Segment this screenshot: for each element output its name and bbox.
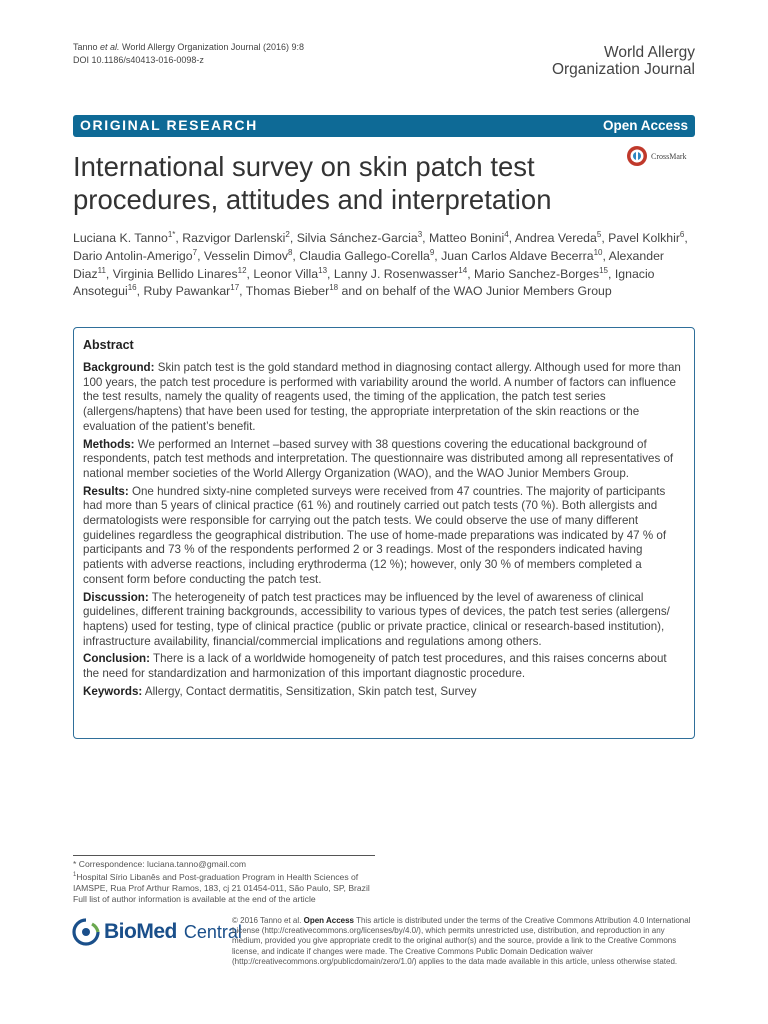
author-separator: , [508,231,515,245]
biomed-central-icon [72,918,100,946]
crossmark-label: CrossMark [651,151,687,161]
abstract-box [73,327,695,739]
copyright: © 2016 Tanno et al. [232,916,302,925]
author-item[interactable] [204,249,299,263]
footnote-divider [73,855,375,856]
author-affiliation-sup: 10 [593,247,603,257]
author-affiliation-sup: 16 [127,283,137,293]
citation-block [73,41,304,67]
citation-journal: World Allergy Organization Journal [119,42,261,52]
authors-tail: and on behalf of the WAO Junior Members Group [341,284,612,299]
author-separator: , [467,266,475,281]
author-item[interactable] [113,267,254,281]
full-author-info: Full list of author information is available at the end of the article [73,894,316,905]
author-item[interactable] [515,231,608,245]
section-label: Methods: [83,437,135,451]
author-item[interactable] [73,231,182,245]
section-label: Background: [83,361,155,374]
author-item[interactable] [334,267,474,281]
author-name: Vesselin Dimov [203,248,288,263]
article-type: ORIGINAL RESEARCH [80,117,258,133]
abstract-discussion [83,591,685,650]
author-name: Ignacio Ansotegui [73,266,655,299]
correspondence: * Correspondence: luciana.tanno@gmail.com [73,859,247,869]
author-affiliation-sup: 6 [679,229,685,239]
abstract-results [83,485,685,588]
author-name: Alexander Diaz [73,248,664,281]
author-name: Ruby Pawankar [143,284,231,299]
author-separator: , [601,231,609,245]
abstract-keywords [83,685,685,700]
crossmark-icon [626,145,648,167]
author-name: Silvia Sánchez-Garcia [296,231,418,245]
author-item[interactable] [297,231,429,245]
author-affiliation-sup: 7 [192,247,198,257]
affiliation-text: Hospital Sírio Libanês and Post-graduation Program in Health Sciences of IAMSPE, Rua Prof Arthur Ramos, 183, cj 21 01454-011, São Paulo, SP, Brazil [73,872,370,894]
author-name: Juan Carlos Aldave Becerra [441,248,594,263]
logo-central: Central [183,921,242,942]
doi[interactable]: DOI 10.1186/s40413-016-0098-z [73,55,204,65]
author-separator: , [105,266,113,281]
logo-biomed: BioMed [104,920,177,943]
journal-name-line2: Organization Journal [551,61,695,78]
author-affiliation-sup: 1* [167,229,176,239]
affiliation-sup: 1 [73,872,77,879]
author-name: Virginia Bellido Linares [112,266,238,281]
author-item[interactable] [608,231,688,245]
author-separator: , [422,231,429,245]
author-item[interactable] [474,267,615,281]
author-name: Luciana K. Tanno [73,231,168,245]
author-name: Claudia Gallego-Corella [299,248,430,263]
section-text: We performed an Internet –based survey with 38 questions covering the educational background of respondents, patch test methods and interpretation. The questionnaire was distributed among all representatives of national member societies of the World Allergy Organization (WAO), and the WAO Junior Members Group. [83,437,674,480]
author-affiliation-sup: 4 [504,229,509,239]
author-item[interactable] [73,249,204,263]
author-affiliation-sup: 15 [599,265,609,275]
author-separator: , [197,248,204,263]
author-item[interactable] [143,284,245,298]
section-label: Keywords: [83,684,143,698]
crossmark-badge[interactable] [626,145,687,167]
author-item[interactable] [246,284,342,298]
author-separator: , [292,248,300,263]
open-access-bold: Open Access [303,916,354,925]
citation-authors: Tanno [73,42,101,52]
footnote [73,859,383,906]
author-name: Andrea Vereda [514,231,597,245]
license-body: This article is distributed under the terms of the Creative Commons Attribution 4.0 International License (http://creativecommons.org/licenses/by/4.0/), which permits unrestricted use, distribution, and reproduction in any medium, provided you give appropriate credit to the original author(s) and the source, provide a link to the Creative Commons license, and indicate if changes were made. The Creative Commons Public Domain Dedication waiver (http://creativecommons.org/publicdomain/zero/1.0/) applies to the data made available in this article, unless otherwise stated. [232,916,691,966]
author-name: Thomas Bieber [245,284,330,299]
author-name: Matteo Bonini [429,231,505,245]
author-name: Pavel Kolkhir [608,231,680,245]
author-affiliation-sup: 9 [429,247,435,257]
author-separator: , [136,284,144,299]
author-list [73,230,698,301]
author-separator: , [289,231,297,245]
section-text: One hundred sixty-nine completed surveys were received from 47 countries. The majority of participants had more than 5 years of clinical practice (61 %) and routinely carried out patch tests (70 %). Both allergists and dermatologists were responsible for carrying out the patch tests. We could observe the use of many different guidelines regardless the geographical distribution. The use of home-made preparations was indicated by 47 % of participants and 73 % of the respondents performed 2 or 3 readings. Most of the responders indicated having patients with adverse reactions, including erythroderma (12 %); however, only 30 % of members completed a consent form before conducting the patch test. [83,484,667,586]
author-separator: , [434,248,442,263]
abstract-conclusion [83,652,685,681]
author-affiliation-sup: 14 [458,265,468,275]
open-access-label: Open Access [602,118,688,133]
author-item[interactable] [182,231,297,245]
author-affiliation-sup: 8 [287,247,293,257]
journal-name-line1: World Allergy [603,44,695,61]
author-affiliation-sup: 3 [417,229,423,239]
author-separator: , [602,248,609,263]
author-separator: , [684,231,688,245]
article-title: International survey on skin patch test procedures, attitudes and interpretation [73,151,552,215]
author-affiliation-sup: 13 [318,265,328,275]
section-text: The heterogeneity of patch test practices may be influenced by the level of awareness of clinical guidelines, different training backgrounds, accessibility to various types of devices, the patch test series (allergens/ haptens) used for testing, type of clinical practice (public or private practice, clinical or research-based institution), infrastructure availability, financial/commercial implications and regulations among others. [83,590,670,648]
abstract-background [83,361,685,435]
author-item[interactable] [441,249,609,263]
author-item[interactable] [253,267,333,281]
citation-etal: et al. [100,42,120,52]
author-affiliation-sup: 17 [230,283,240,293]
author-item[interactable] [429,231,515,245]
license-text [232,916,697,967]
section-text: There is a lack of a worldwide homogeneity of patch test procedures, and this raises concerns about the need for standardization and harmonization of this important diagnostic procedure. [83,652,667,681]
author-separator: , [239,284,246,299]
author-item[interactable] [299,249,441,263]
author-name: Dario Antolin-Amerigo [73,248,193,263]
author-affiliation-sup: 2 [285,229,290,239]
author-name: Razvigor Darlenski [182,231,286,245]
abstract-methods [83,438,685,482]
author-name: Mario Sanchez-Borges [474,266,600,281]
affiliation [73,870,383,894]
author-separator: , [246,266,254,281]
author-separator: , [175,231,183,245]
author-separator: , [608,266,615,281]
author-name: Leonor Villa [253,266,319,281]
journal-logo [552,44,695,78]
author-affiliation-sup: 18 [329,283,339,293]
section-text: Skin patch test is the gold standard method in diagnosing contact allergy. Although used for more than 100 years, the patch test procedure is performed with variability around the world. A number of factors can influence the test results, namely the quality of reagents used, the timing of the application, the patch test series (allergens/haptens) that have been used for testing, the appropriate interpretation of the skin reactions or the evaluation of the patient’s benefit. [83,361,681,433]
author-separator: , [327,266,334,281]
abstract-heading: Abstract [83,338,134,352]
article-type-banner [73,115,695,137]
author-affiliation-sup: 12 [237,265,247,275]
author-affiliation-sup: 5 [596,229,602,239]
author-affiliation-sup: 11 [97,265,106,275]
publisher-logo [72,918,242,946]
section-label: Conclusion: [83,652,150,666]
section-label: Discussion: [83,590,149,604]
section-label: Results: [83,484,129,498]
citation-year: (2016) 9:8 [260,42,304,52]
author-name: Lanny J. Rosenwasser [333,266,459,281]
section-text: Allergy, Contact dermatitis, Sensitization, Skin patch test, Survey [142,684,477,698]
